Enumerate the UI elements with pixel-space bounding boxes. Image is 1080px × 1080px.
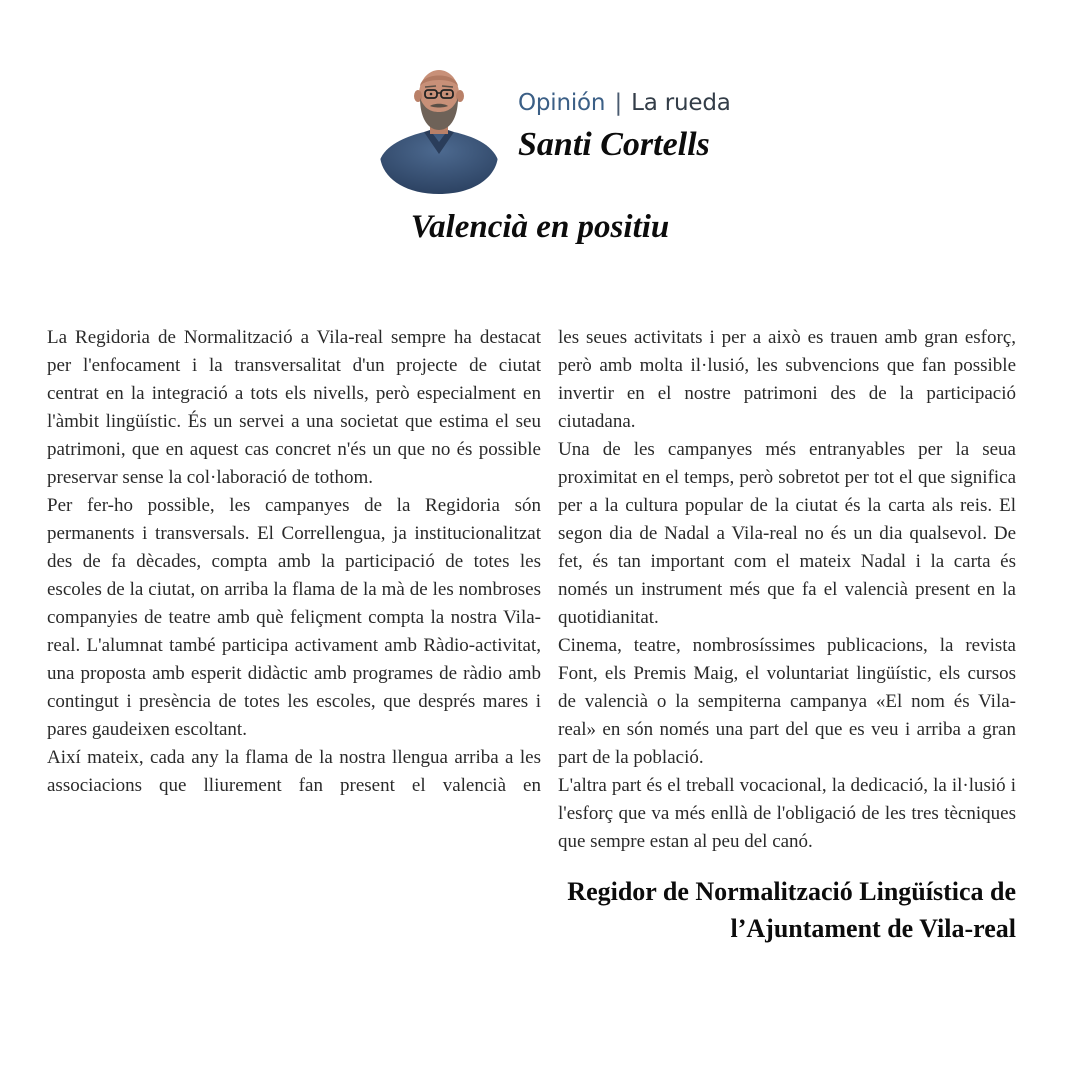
paragraph: les seues activitats i per a això es trauen amb gran esforç, però amb molta il·lusió, les subvencions que fan possible invertir en el nostre patrimoni des de la participació ciutadana. <box>558 327 1016 432</box>
signature-line: l’Ajuntament de Vila-real <box>730 914 1016 943</box>
section-label: Opinión <box>518 90 606 116</box>
paragraph: Per fer-ho possible, les campanyes de la Regidoria són permanents i transversals. El Correllengua, ja institucionalitzat des de fa dècades, compta amb la participació de totes les escoles de la ciutat, on arriba la flama de la mà de les nombroses companyies de teatre amb què feliçment compta la nostra Vila-real. L'alumnat també participa activament amb Ràdio-activitat, una proposta amb esperit didàctic amb programes de ràdio amb contingut i presència de totes les escoles, que després mares i pares gaudeixen escoltant. <box>47 495 541 740</box>
article-column-left <box>47 324 541 800</box>
paragraph: La Regidoria de Normalització a Vila-real sempre ha destacat per l'enfocament i la transversalitat d'un projecte de ciutat centrat en la integració a tots els nivells, però especialment en l'àmbit lingüístic. És un servei a una societat que estima el seu patrimoni, que en aquest cas concret n'és un que no és possible preservar sense la col·laboració de tothom. <box>47 327 541 488</box>
article-title: Valencià en positiu <box>410 209 670 245</box>
paragraph: Així mateix, cada any la flama de la nostra llengua arriba a les associacions que lliurement fan present el valencià en <box>47 747 541 796</box>
author-photo <box>380 68 498 194</box>
signature-line: Regidor de Normalització Lingüística de <box>567 877 1016 906</box>
section-kicker <box>518 90 731 116</box>
kicker-separator: | <box>614 90 622 116</box>
paragraph: Una de les campanyes més entranyables per la seua proximitat en el temps, però sobretot per tot el que significa per a la cultura popular de la ciutat és la carta als reis. El segon dia de Nadal a Vila-real no és un dia qualsevol. De fet, és tan important com el mateix Nadal i la carta és només un instrument més que fa el valencià present en la quotidianitat. <box>558 439 1016 628</box>
author-signature <box>516 873 1016 947</box>
author-name: Santi Cortells <box>518 126 710 163</box>
article-column-right <box>558 324 1016 856</box>
paragraph: Cinema, teatre, nombrosíssimes publicacions, la revista Font, els Premis Maig, el voluntariat lingüístic, els cursos de valencià o la sempiterna campanya «El nom és Vila-real» en són només una part del que es veu i arriba a gran part de la població. <box>558 635 1016 768</box>
paragraph: L'altra part és el treball vocacional, la dedicació, la il·lusió i l'esforç que va més enllà de l'obligació de les tres tècniques que sempre estan al peu del canó. <box>558 775 1016 852</box>
column-name: La rueda <box>631 90 731 116</box>
column-header <box>380 68 780 198</box>
